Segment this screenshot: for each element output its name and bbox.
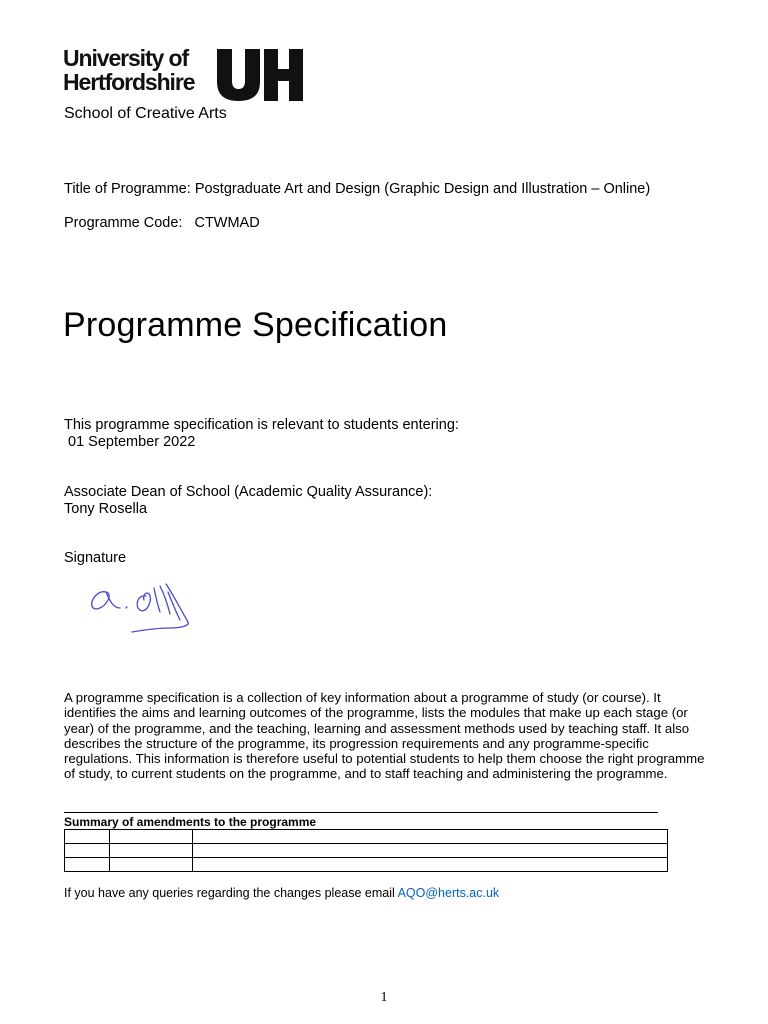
handwritten-signature — [84, 572, 204, 640]
page-number: 1 — [380, 990, 388, 1005]
uh-logo-mark — [217, 49, 303, 101]
dean-name: Tony Rosella — [64, 501, 148, 517]
email-link[interactable]: AQO@herts.ac.uk — [397, 886, 500, 900]
relevance-block — [64, 417, 459, 451]
table-cell — [193, 858, 668, 872]
programme-code-label: Programme Code: — [64, 215, 183, 231]
queries-line — [64, 886, 499, 900]
table-row — [65, 830, 668, 844]
programme-title-label: Title of Programme: — [64, 181, 191, 197]
queries-text: If you have any queries regarding the changes please email — [64, 886, 398, 900]
signature-label: Signature — [64, 550, 127, 566]
section-divider — [64, 812, 658, 813]
table-cell — [110, 830, 193, 844]
table-cell — [65, 858, 110, 872]
table-row — [65, 858, 668, 872]
amendments-title: Summary of amendments to the programme — [64, 815, 317, 829]
table-cell — [65, 830, 110, 844]
table-cell — [110, 858, 193, 872]
dean-block — [64, 484, 432, 518]
logo-wordmark — [63, 46, 194, 94]
table-cell — [110, 844, 193, 858]
dean-role: Associate Dean of School (Academic Quality Assurance): — [64, 484, 433, 500]
programme-title-line — [64, 181, 650, 197]
logo-line-1: University of — [63, 45, 189, 71]
logo-line-2: Hertfordshire — [63, 69, 195, 95]
programme-title-value: Postgraduate Art and Design (Graphic Design and Illustration – Online) — [194, 181, 651, 197]
entry-date: 01 September 2022 — [68, 434, 196, 450]
school-name: School of Creative Arts — [64, 105, 227, 122]
intro-paragraph: A programme specification is a collection of key information about a programme of study (or course). It identifies the aims and learning outcomes of the programme, lists the modules that make up each stage (or year) of the programme, and the teaching, learning and assessment methods used by teaching staff. It also describes the structure of the programme, its progression requirements and any programme-specific regulations. This information is therefore useful to potential students to help them choose the right programme of study, to current students on the programme, and to staff teaching and administering the programme. — [64, 690, 705, 782]
programme-code-value: CTWMAD — [194, 215, 260, 231]
table-row — [65, 844, 668, 858]
table-cell — [65, 844, 110, 858]
page-title: Programme Specification — [63, 306, 448, 344]
relevance-text: This programme specification is relevant to students entering: — [64, 417, 459, 433]
programme-code-line — [64, 215, 260, 231]
university-logo — [63, 46, 308, 102]
table-cell — [193, 830, 668, 844]
table-cell — [193, 844, 668, 858]
amendments-table — [64, 829, 668, 872]
